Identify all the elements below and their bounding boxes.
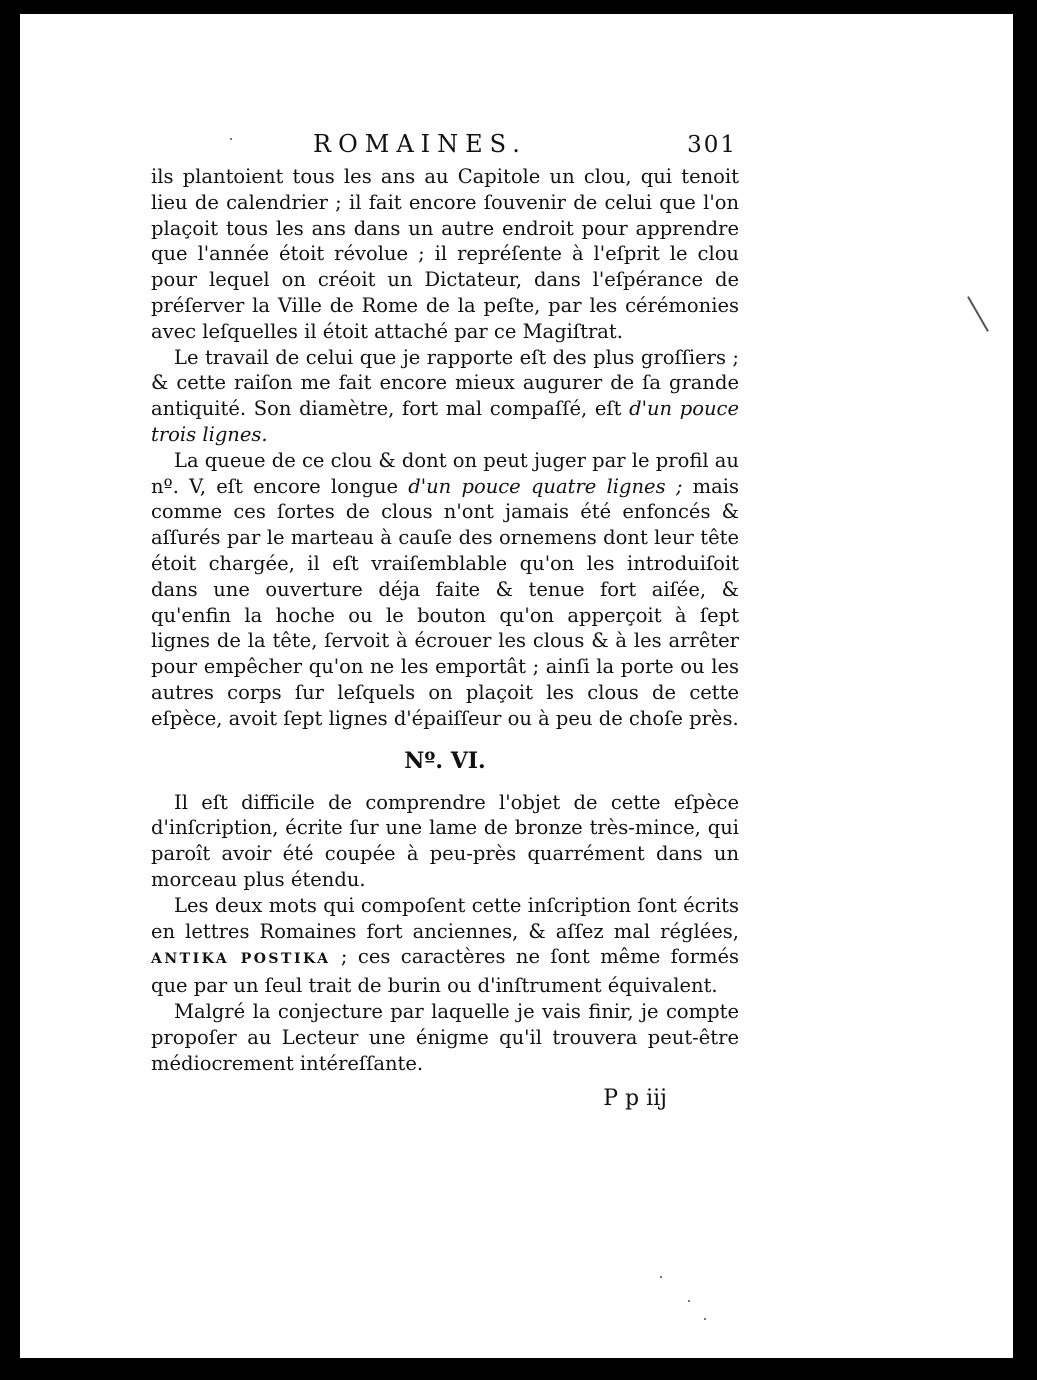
page-speck <box>704 1318 706 1320</box>
paragraph-text: Les deux mots qui compoſent cette inſcription ſont écrits en lettres Romaines fort anciennes, & aſſez mal réglées, <box>151 893 739 943</box>
margin-stroke <box>967 296 989 332</box>
section-heading: Nº. VI. <box>404 747 486 774</box>
paragraph <box>151 345 739 448</box>
paragraph: ils plantoient tous les ans au Capitole un clou, qui tenoit lieu de calendrier ; il fait encore ſouvenir de celui que l'on plaçoit tous les ans dans un autre endroit pour apprendre que l'année étoit révolue ; il repréſente à l'eſprit le clou pour lequel on créoit un Dictateur, dans l'eſpérance de préſerver la Ville de Rome de la peſte, par les cérémonies avec leſquelles il étoit attaché par ce Magiſtrat. <box>151 165 739 343</box>
running-head <box>151 130 739 164</box>
paragraph-text: Le travail de celui que je rapporte eſt des plus groſſiers ; & cette raiſon me fait encore mieux augurer de ſa grande antiquité. Son diamètre, fort mal compaſſé, eſt <box>151 345 739 421</box>
paragraph <box>151 893 739 999</box>
running-title: ROMAINES. <box>313 130 527 158</box>
paragraph-text: ; ces caractères ne ſont même formés que par un ſeul trait de burin ou d'inſtrument équivalent. <box>151 945 739 998</box>
page-speck <box>688 1300 690 1302</box>
signature-mark: P p iij <box>603 1086 667 1112</box>
paragraph <box>151 448 739 732</box>
page-number: 301 <box>687 132 737 158</box>
paragraph: Il eſt difficile de comprendre l'objet de cette eſpèce d'inſcription, écrite ſur une lame de bronze très-mince, qui paroît avoir été coupée à peu-près quarrément dans un morceau plus étendu. <box>151 790 739 891</box>
paragraph-text: mais comme ces ſortes de clous n'ont jamais été enfoncés & aſſurés par le marteau à cauſe des ornemens dont leur tête étoit chargée, il eſt vraiſemblable qu'on les introduiſoit dans une ouverture déja faite & tenue fort aiſée, & qu'enfin la hoche ou le bouton qu'on apperçoit à ſept lignes de la tête, ſervoit à écrouer les clous & à les arrêter pour empêcher qu'on ne les emportât ; ainſi la porte ou les autres corps ſur leſquels on plaçoit les clous de cette eſpèce, avoit ſept lignes d'épaiſſeur ou à peu de choſe près. <box>151 474 739 730</box>
page-speck <box>660 1276 662 1278</box>
text-block <box>151 130 739 1111</box>
paragraph: Malgré la conjecture par laquelle je vais finir, je compte propoſer au Lecteur une énigme qu'il trouvera peut-être médiocrement intéreſſante. <box>151 999 739 1075</box>
paragraph-text: La queue de ce clou & dont on peut juger par le profil au nº. V, eſt encore longue <box>151 448 739 498</box>
book-page <box>20 14 1013 1358</box>
inscription-words: ANTIKA POSTIKA <box>151 951 331 968</box>
italic-measure: d'un pouce trois lignes. <box>151 397 739 446</box>
italic-measure: d'un pouce quatre lignes ; <box>408 474 683 498</box>
